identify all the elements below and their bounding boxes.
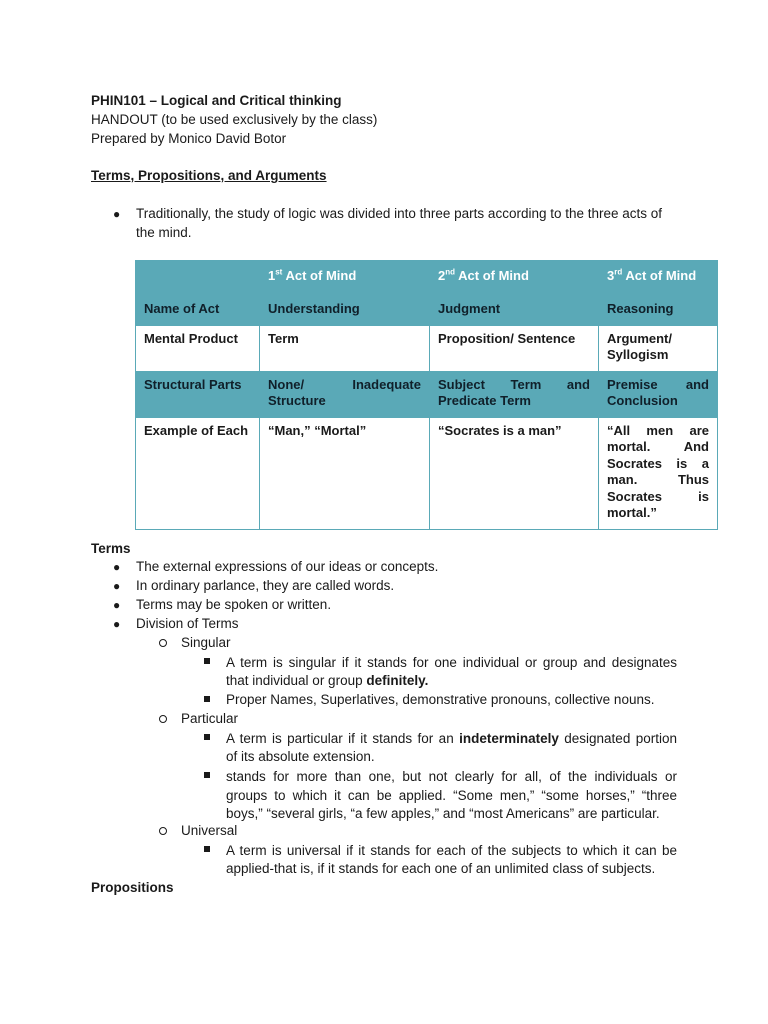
particular-ex-line-1: stands for more than one, but not clearly for all, of the individuals or — [226, 769, 677, 784]
singular-examples: Proper Names, Superlatives, demonstrative pronouns, collective nouns. — [226, 692, 655, 707]
table-header-cell: 3rd Act of Mind — [599, 261, 718, 296]
propositions-heading: Propositions — [91, 880, 174, 895]
hollow-bullet — [159, 827, 167, 835]
table-cell: Understanding — [260, 296, 430, 326]
list-item: Division of Terms — [136, 616, 239, 631]
handout-note: HANDOUT (to be used exclusively by the class) — [91, 112, 378, 127]
bullet-dot: ● — [113, 579, 121, 593]
table-header-row — [136, 261, 718, 296]
square-bullet — [204, 696, 210, 702]
hollow-bullet — [159, 715, 167, 723]
table-cell: “Socrates is a man” — [430, 417, 599, 529]
row-label: Structural Parts — [136, 371, 260, 417]
bullet-dot: ● — [113, 207, 121, 221]
table-cell: Subject Term and Predicate Term — [430, 371, 599, 417]
list-item: Terms may be spoken or written. — [136, 597, 332, 612]
table-cell: “Man,” “Mortal” — [260, 417, 430, 529]
table-row — [136, 371, 718, 417]
intro-line-2: the mind. — [136, 225, 192, 240]
row-label: Example of Each — [136, 417, 260, 529]
table-cell: “All men are mortal. And Socrates is a man. Thus Socrates is mortal.” — [599, 417, 718, 529]
division-universal: Universal — [181, 823, 238, 838]
particular-def-line-2: of its absolute extension. — [226, 749, 375, 764]
table-header-cell: 2nd Act of Mind — [430, 261, 599, 296]
table-cell: Premise and Conclusion — [599, 371, 718, 417]
table-cell: Term — [260, 325, 430, 371]
table-cell: None/ Inadequate Structure — [260, 371, 430, 417]
bullet-dot: ● — [113, 617, 121, 631]
table-cell: Argument/ Syllogism — [599, 325, 718, 371]
row-label: Mental Product — [136, 325, 260, 371]
singular-def-line-2: that individual or group definitely. — [226, 673, 429, 688]
course-title: PHIN101 – Logical and Critical thinking — [91, 93, 342, 108]
square-bullet — [204, 734, 210, 740]
section-title: Terms, Propositions, and Arguments — [91, 168, 327, 183]
square-bullet — [204, 772, 210, 778]
table-cell: Judgment — [430, 296, 599, 326]
singular-def-line-1: A term is singular if it stands for one individual or group and designates — [226, 655, 677, 670]
list-item: The external expressions of our ideas or concepts. — [136, 559, 439, 574]
particular-ex-line-2: groups to which it can be applied. “Some men,” “some horses,” “three — [226, 788, 677, 803]
table-header-empty — [136, 261, 260, 296]
table-header-cell: 1st Act of Mind — [260, 261, 430, 296]
table-row — [136, 325, 718, 371]
table-cell: Proposition/ Sentence — [430, 325, 599, 371]
terms-heading: Terms — [91, 541, 131, 556]
bullet-dot: ● — [113, 598, 121, 612]
particular-def-line-1: A term is particular if it stands for an indeterminately designated portion — [226, 731, 677, 746]
table-cell: Reasoning — [599, 296, 718, 326]
prepared-by: Prepared by Monico David Botor — [91, 131, 287, 146]
intro-line-1: Traditionally, the study of logic was divided into three parts according to the three acts of — [136, 206, 663, 221]
division-singular: Singular — [181, 635, 231, 650]
list-item: In ordinary parlance, they are called words. — [136, 578, 395, 593]
row-label: Name of Act — [136, 296, 260, 326]
acts-of-mind-table — [135, 260, 718, 530]
square-bullet — [204, 846, 210, 852]
square-bullet — [204, 658, 210, 664]
division-particular: Particular — [181, 711, 239, 726]
universal-def-line-1: A term is universal if it stands for each of the subjects to which it can be — [226, 843, 677, 858]
particular-ex-line-3: boys,” “several girls, “a few apples,” and “most Americans” are particular. — [226, 806, 660, 821]
hollow-bullet — [159, 639, 167, 647]
table-row — [136, 296, 718, 326]
table-row — [136, 417, 718, 529]
universal-def-line-2: applied-that is, if it stands for each one of an unlimited class of subjects. — [226, 861, 656, 876]
bullet-dot: ● — [113, 560, 121, 574]
